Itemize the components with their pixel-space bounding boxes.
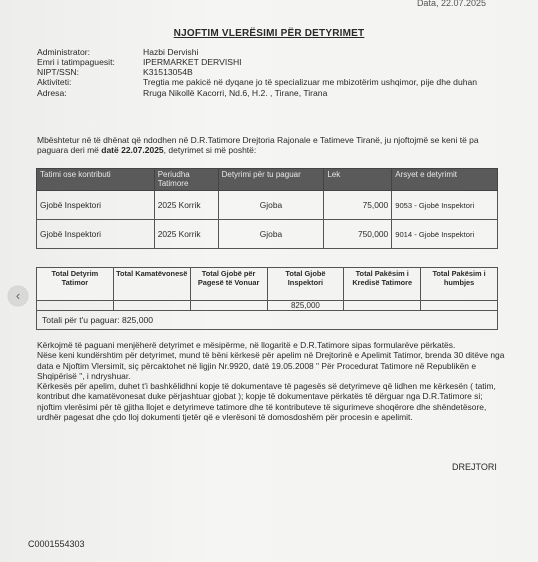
totals-header: Total Detyrim Tatimor (37, 268, 114, 301)
table-cell: 750,000 (324, 220, 392, 249)
table-cell: 75,000 (324, 191, 392, 220)
info-label: Emri i tatimpaguesit: (37, 57, 115, 67)
info-label: Adresa: (37, 88, 67, 98)
info-value: IPERMARKET DERVISHI (143, 57, 242, 67)
obligations-table (36, 168, 498, 249)
totals-values-row (37, 301, 498, 311)
table-cell: 2025 Korrik (154, 220, 218, 249)
table-cell: Gjobë Inspektori (37, 220, 155, 249)
info-value: Rruga Nikollë Kacorri, Nd.6, H.2. , Tirane, Tirana (143, 88, 328, 98)
intro-text-end: , detyrimet si më poshtë: (163, 145, 257, 155)
table-cell: Gjoba (218, 191, 324, 220)
notice-paragraph: Nëse keni kundërshtim për detyrimet, mund të bëni kërkesë për apelim në Drejtorinë e Apelimit Tatimor, brenda 30 ditëve nga data e Njoftim Vlersimit, siç përcaktohet në ligjin Nr.9920, datë 19.05.2008 " Për Procedurat Tatimore në Republikën e Shqipërisë ", i ndryshuar. (37, 350, 505, 381)
totals-header: Total Pakësim i Kredisë Tatimore (344, 268, 421, 301)
table-row (37, 191, 498, 220)
column-header: Arsyet e detyrimit (392, 169, 498, 191)
table-header-row (37, 169, 498, 191)
taxpayer-info (37, 47, 497, 98)
totals-cell (37, 301, 114, 311)
info-value: Tregtia me pakicë në dyqane jo të specializuar me mbizotërim ushqimor, pije dhe duhan (143, 77, 478, 87)
notice-paragraph: Kërkojmë të paguani menjëherë detyrimet e mësipërme, në llogaritë e D.R.Tatimore sipas formularëve përkatës. (37, 340, 456, 350)
info-value: Hazbi Dervishi (143, 47, 199, 57)
column-header: Tatimi ose kontributi (37, 169, 155, 191)
totals-cell (113, 301, 190, 311)
document-date: Data, 22.07.2025 (416, 0, 486, 8)
table-cell: 2025 Korrik (154, 191, 218, 220)
intro-date: datë 22.07.2025 (101, 145, 164, 155)
notice-body (37, 340, 507, 422)
document-code: C0001554303 (28, 539, 85, 549)
info-row-administrator (37, 47, 497, 57)
table-cell: Gjobë Inspektori (37, 191, 155, 220)
totals-cell (190, 301, 267, 311)
totals-table (36, 267, 498, 330)
totals-cell (344, 301, 421, 311)
table-row (37, 220, 498, 249)
intro-paragraph (37, 135, 499, 155)
totals-cell: 825,000 (267, 301, 344, 311)
totals-header: Total Pakësim i humbjes (421, 268, 498, 301)
chevron-left-icon[interactable]: ‹ (8, 286, 28, 306)
totals-header: Total Gjobë për Pagesë të Vonuar (190, 268, 267, 301)
intro-text: Mbështetur në të dhënat që ndodhen në D.R.Tatimore Drejtoria Rajonale e Tatimeve Tiranë, ju njoftojmë se keni të pa paguara deri më (37, 135, 479, 155)
grand-total-row (37, 311, 498, 330)
column-header: Periudha Tatimore (154, 169, 218, 191)
signature-label: DREJTORI (452, 462, 497, 472)
totals-header: Total Gjobë Inspektori (267, 268, 344, 301)
totals-cell (421, 301, 498, 311)
column-header: Detyrimi për tu paguar (218, 169, 324, 191)
info-label: NIPT/SSN: (37, 67, 80, 77)
info-label: Administrator: (37, 47, 91, 57)
totals-header-row (37, 268, 498, 301)
info-label: Aktiviteti: (37, 77, 72, 87)
notice-paragraph: Kërkesës për apelim, duhet t'i bashkëlidhni kopje të dokumentave të pagesës së detyrimeve që lidhen me kërkesën ( tatim, kontribut dhe kamatëvonesat duke përjashtuar gjobat ); kopje të dokumentave përkatës të dërguar nga D.R.Tatimore si; njoftim vlerësimi për të gjitha llojet e detyrimeve tatimore dhe të kontributeve të sigurimeve shoqërore dhe shëndetësore, urdhër pagesat dhe çdo lloj dokumenti tjetër që e vlerësoni të domosdoshëm për procesin e apelimit. (37, 381, 496, 423)
info-row-nipt (37, 67, 497, 77)
grand-total: Totali për t'u paguar: 825,000 (37, 311, 498, 330)
table-cell: Gjoba (218, 220, 324, 249)
totals-header: Total Kamatëvonesë (113, 268, 190, 301)
table-cell: 9014 - Gjobë Inspektori (392, 220, 498, 249)
document-title: NJOFTIM VLERËSIMI PËR DETYRIMET (173, 28, 365, 39)
info-row-taxpayer-name (37, 57, 497, 67)
table-cell: 9053 - Gjobë Inspektori (392, 191, 498, 220)
info-value: K31513054B (143, 67, 193, 77)
column-header: Lek (324, 169, 392, 191)
info-row-activity (37, 77, 497, 87)
info-row-address (37, 88, 497, 98)
